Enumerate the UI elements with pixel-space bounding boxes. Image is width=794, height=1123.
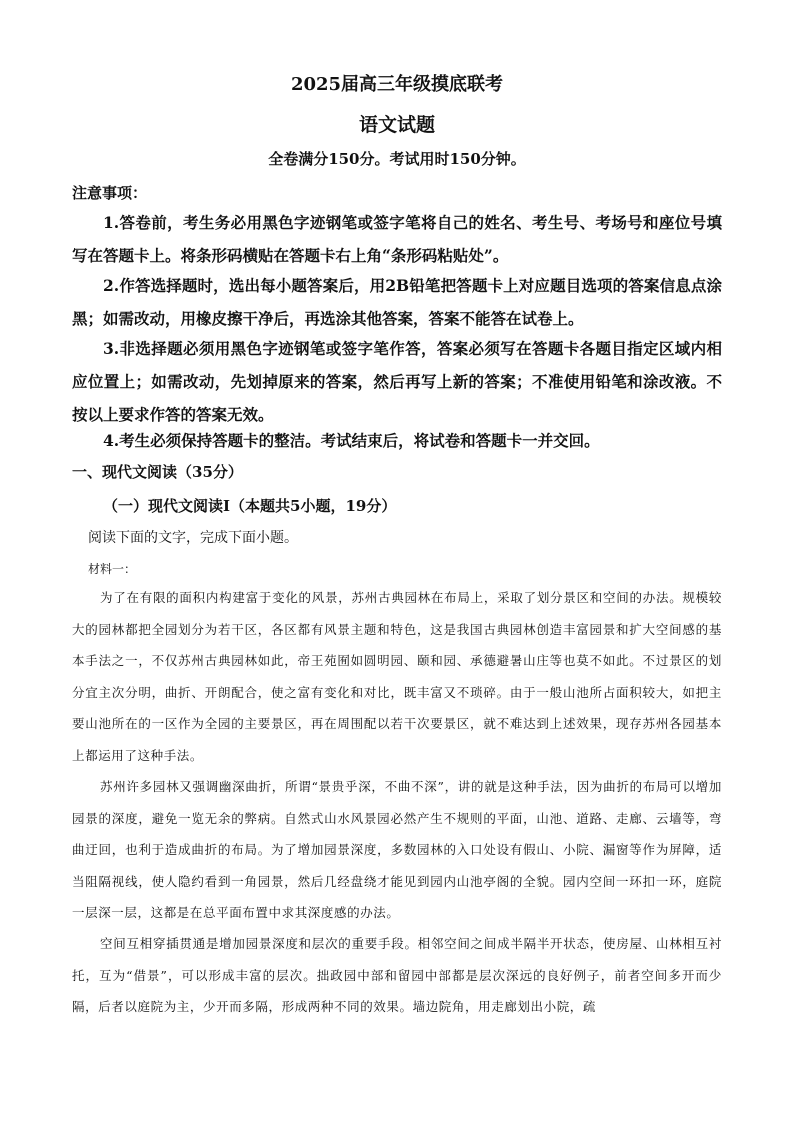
notice-item-1: 1.答卷前，考生务必用黑色字迹钢笔或签字笔将自己的姓名、考生号、考场号和座位号填写在答题卡上。将条形码横贴在答题卡右上角“条形码粘贴处”。 xyxy=(72,213,722,265)
notice-item-2: 2.作答选择题时，选出每小题答案后，用2B铅笔把答题卡上对应题目选项的答案信息点涂黑；如需改动，用橡皮擦干净后，再选涂其他答案，答案不能答在试卷上。 xyxy=(72,276,722,328)
subject-title: 语文试题 xyxy=(358,114,435,136)
exam-title: 2025届高三年级摸底联考 xyxy=(290,74,504,95)
material-label: 材料一： xyxy=(88,562,137,576)
notice-item-3: 3.非选择题必须用黑色字迹钢笔或签字笔作答，答案必须写在答题卡各题目指定区域内相应位置上；如需改动，先划掉原来的答案，然后再写上新的答案；不准使用铅笔和涂改液。不按以上要求作答的答案无效。 xyxy=(72,339,722,424)
reading-instruction: 阅读下面的文字，完成下面小题。 xyxy=(88,530,298,546)
score-time-line: 全卷满分150分。考试用时150分钟。 xyxy=(268,150,526,168)
section-heading: 一、现代文阅读（35分） xyxy=(72,463,243,481)
material-paragraph-3: 空间互相穿插贯通是增加园景深度和层次的重要手段。相邻空间之间成半隔半开状态，使房屋、山林相互衬托，互为“借景”，可以形成丰富的层次。拙政园中部和留园中部都是层次深远的良好例子，前者空间多开而少隔，后者以庭院为主，少开而多隔，形成两种不同的效果。墙边院角，用走廊划出小院，疏 xyxy=(72,936,722,1014)
notice-heading: 注意事项： xyxy=(72,184,148,202)
part-heading: （一）现代文阅读Ⅰ（本题共5小题，19分） xyxy=(103,497,397,515)
notice-item-4: 4.考生必须保持答题卡的整洁。考试结束后，将试卷和答题卡一并交回。 xyxy=(103,431,600,450)
material-paragraph-2: 苏州许多园林又强调幽深曲折，所谓“景贵乎深，不曲不深”，讲的就是这种手法，因为曲折的布局可以增加园景的深度，避免一览无余的弊病。自然式山水风景园必然产生不规则的平面，山池、道路、走廊、云墙等，弯曲迂回，也利于造成曲折的布局。为了增加园景深度，多数园林的入口处设有假山、小院、漏窗等作为屏障，适当阻隔视线，使人隐约看到一角园景，然后几经盘绕才能见到园内山池亭阁的全貌。园内空间一环扣一环，庭院一层深一层，这都是在总平面布置中求其深度感的办法。 xyxy=(72,779,722,920)
material-paragraph-1: 为了在有限的面积内构建富于变化的风景，苏州古典园林在布局上，采取了划分景区和空间的办法。规模较大的园林都把全园划分为若干区，各区都有风景主题和特色，这是我国古典园林创造丰富园景和扩大空间感的基本手法之一，不仅苏州古典园林如此，帝王苑囿如圆明园、颐和园、承德避暑山庄等也莫不如此。不过景区的划分宜主次分明，曲折、开朗配合，使之富有变化和对比，既丰富又不琐碎。由于一般山池所占面积较大，如把主要山池所在的一区作为全园的主要景区，再在周围配以若干次要景区，就不难达到上述效果，现存苏州各园基本上都运用了这种手法。 xyxy=(72,590,722,763)
